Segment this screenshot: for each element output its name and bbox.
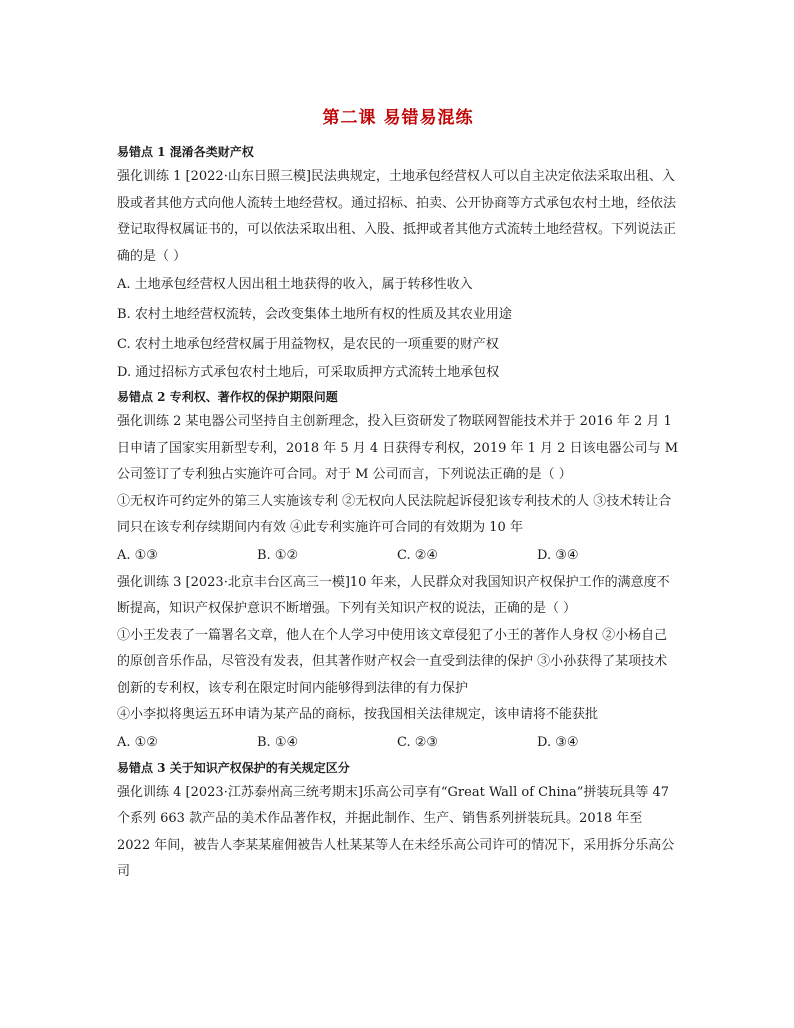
- option-a: A. 土地承包经营权人因出租土地获得的收入，属于转移性收入: [117, 277, 473, 292]
- section-heading: 易错点 3 关于知识产权保护的有关规定区分: [117, 760, 350, 775]
- question-stem: 强化训练 4 [2023·江苏泰州高三统考期末]乐高公司享有“Great Wall of China”拼装玩具等 47 个系列 663 款产品的美术作品著作权，并据此制作、生产、销售系列拼装玩具。2018 年至 2022 年间，被告人李某某雇佣被告人杜某某等人在未经乐高公司许可的情况下，采用拆分乐高公司: [117, 784, 675, 879]
- choice-b: B. ①④: [257, 734, 299, 750]
- page-title: 第二课 易错易混练: [322, 108, 474, 128]
- document-content: [117, 103, 679, 886]
- section-1: [117, 143, 679, 386]
- choice-c: C. ②④: [397, 547, 439, 563]
- choice-d: D. ③④: [537, 734, 579, 750]
- choice-d: D. ③④: [537, 547, 579, 563]
- question-items: ①无权许可约定外的第三人实施该专利 ②无权向人民法院起诉侵犯该专利技术的人 ③技术转让合同只在该专利存续期间内有效 ④此专利实施许可合同的有效期为 10 年: [117, 493, 672, 535]
- section-heading: 易错点 2 专利权、著作权的保护期限问题: [117, 390, 338, 404]
- question-stem: 强化训练 1 [2022·山东日照三模]民法典规定，土地承包经营权人可以自主决定依法采取出租、入股或者其他方式向他人流转土地经营权。通过招标、拍卖、公开协商等方式承包农村土地，经依法登记取得权属证书的，可以依法采取出租、入股、抵押或者其他方式流转土地经营权。下列说法正确的是（ ）: [117, 169, 677, 264]
- choice-row: [117, 729, 679, 757]
- section-2: [117, 388, 679, 757]
- choice-a: A. ①③: [117, 547, 158, 563]
- section-heading: 易错点 1 混淆各类财产权: [117, 145, 254, 159]
- choice-row: [117, 542, 679, 570]
- question-stem: 强化训练 3 [2023·北京丰台区高三一模]10 年来，人民群众对我国知识产权保护工作的满意度不断提高，知识产权保护意识不断增强。下列有关知识产权的说法，正确的是（ ）: [117, 574, 670, 616]
- option-d: D. 通过招标方式承包农村土地后，可采取质押方式流转土地承包权: [117, 365, 500, 380]
- question-items: ①小王发表了一篇署名文章，他人在个人学习中使用该文章侵犯了小王的著作人身权 ②小杨自己的原创音乐作品，尽管没有发表，但其著作财产权会一直受到法律的保护 ③小孙获得了某项技术创新的专利权，该专利在限定时间内能够得到法律的有力保护: [117, 627, 668, 696]
- choice-c: C. ②③: [397, 734, 439, 750]
- choice-b: B. ①②: [257, 547, 299, 563]
- option-c: C. 农村土地承包经营权属于用益物权，是农民的一项重要的财产权: [117, 337, 499, 352]
- choice-a: A. ①②: [117, 734, 158, 750]
- question-stem: 强化训练 2 某电器公司坚持自主创新理念，投入巨资研发了物联网智能技术并于 2016 年 2 月 1 日申请了国家实用新型专利，2018 年 5 月 4 日获得专利权，2019 年 1 月 2 日该电器公司与 M 公司签订了专利独占实施许可合同。对于 M 公司而言，下列说法正确的是（ ）: [117, 414, 679, 482]
- question-items: ④小李拟将奥运五环申请为某产品的商标，按我国相关法律规定，该申请将不能获批: [117, 707, 599, 722]
- section-3: [117, 759, 679, 886]
- option-b: B. 农村土地经营权流转，会改变集体土地所有权的性质及其农业用途: [117, 307, 512, 322]
